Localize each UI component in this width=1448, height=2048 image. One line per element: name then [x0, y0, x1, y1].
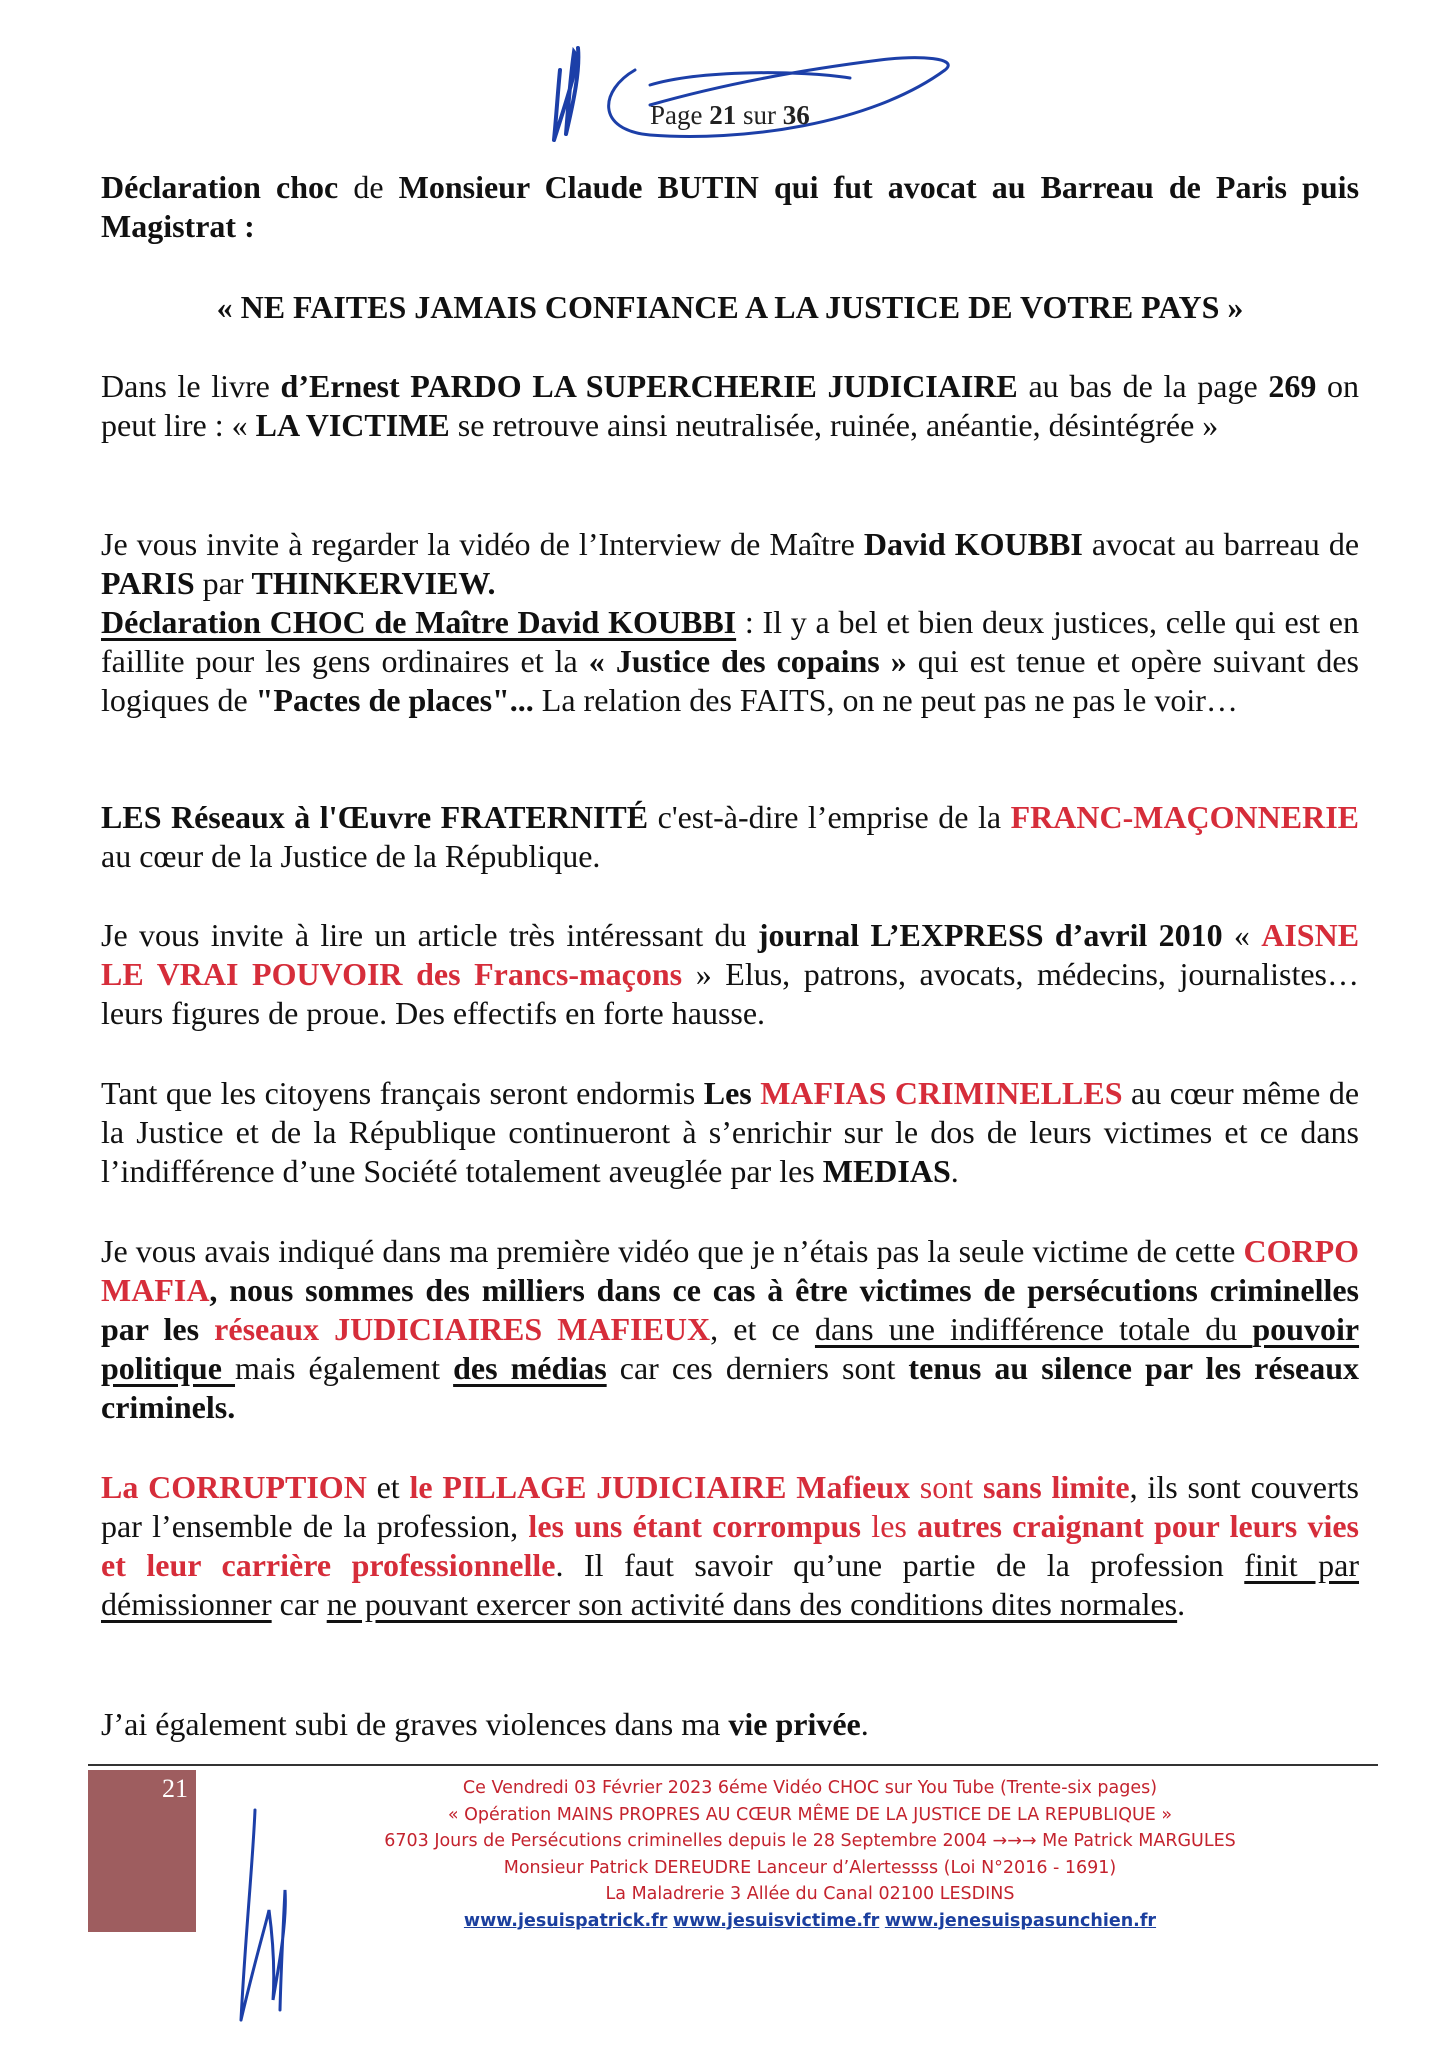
- link-jesuisvictime[interactable]: www.jesuisvictime.fr: [672, 1910, 880, 1931]
- headline: Déclaration choc de Monsieur Claude BUTIN qui fut avocat au Barreau de Paris puis Magistrat :: [101, 169, 1360, 244]
- paragraph-mafias: Tant que les citoyens français seront endormis Les MAFIAS CRIMINELLES au cœur même de la Justice et de la République continueront à s’enrichir sur le dos de leurs victimes et ce dans l’indifférence d’une Société totalement aveuglée par les MEDIAS.: [101, 1075, 1360, 1189]
- footer-line-author: Monsieur Patrick DEREUDRE Lanceur d’Alertessss (Loi N°2016 - 1691): [503, 1857, 1117, 1878]
- paragraph-express: Je vous invite à lire un article très intéressant du journal L’EXPRESS d’avril 2010 « AISNE LE VRAI POUVOIR des Francs-maçons » Elus, patrons, avocats, médecins, journalistes… leurs figures de proue. Des effectifs en forte hausse.: [101, 917, 1360, 1031]
- paragraph-fraternite: LES Réseaux à l'Œuvre FRATERNITÉ c'est-à-dire l’emprise de la FRANC-MAÇONNERIE au cœur de la Justice de la République.: [101, 799, 1360, 874]
- paragraph-corruption: La CORRUPTION et le PILLAGE JUDICIAIRE Mafieux sont sans limite, ils sont couverts par l’ensemble de la profession, les uns étant corrompus les autres craignant pour leurs vies et leur carrière professionnelle. Il faut savoir qu’une partie de la profession finit par démissionner car ne pouvant exercer son activité dans des conditions dites normales.: [101, 1469, 1360, 1622]
- link-jenesuispasunchien[interactable]: www.jenesuispasunchien.fr: [884, 1910, 1157, 1931]
- link-jesuispatrick[interactable]: www.jesuispatrick.fr: [463, 1910, 668, 1931]
- quote-title: « NE FAITES JAMAIS CONFIANCE A LA JUSTICE DE VOTRE PAYS »: [216, 289, 1244, 325]
- footer-line-date: Ce Vendredi 03 Février 2023 6éme Vidéo CHOC sur You Tube (Trente-six pages): [462, 1778, 1158, 1798]
- paragraph-koubbi: Je vous invite à regarder la vidéo de l’Interview de Maître David KOUBBI avocat au barreau de PARIS par THINKERVIEW. Déclaration CHOC de Maître David KOUBBI : Il y a bel et bien deux justices, celle qui est en faillite pour les gens ordinaires et la « Justice des copains » qui est tenue et opère suivant des logiques de "Pactes de places"... La relation des FAITS, on ne peut pas ne pas le voir…: [101, 526, 1360, 718]
- page-number-label: Page 21 sur 36: [650, 100, 810, 130]
- footer-divider: [88, 1764, 1378, 1766]
- footer-text-block: [290, 1775, 1330, 1934]
- footer-page-box: [88, 1770, 196, 1932]
- footer-line-persecutions: 6703 Jours de Persécutions criminelles depuis le 28 Septembre 2004 →→→ Me Patrick MARGULES: [384, 1831, 1236, 1851]
- footer-line-address: La Maladrerie 3 Allée du Canal 02100 LESDINS: [605, 1884, 1015, 1904]
- paragraph-vie-privee: J’ai également subi de graves violences dans ma vie privée.: [101, 1706, 869, 1742]
- footer-page-number: 21: [162, 1774, 188, 1803]
- footer-line-operation: « Opération MAINS PROPRES AU CŒUR MÊME DE LA JUSTICE DE LA REPUBLIQUE »: [447, 1804, 1173, 1825]
- handwritten-signature-top: [540, 30, 970, 150]
- paragraph-pardo: Dans le livre d’Ernest PARDO LA SUPERCHERIE JUDICIAIRE au bas de la page 269 on peut lire : « LA VICTIME se retrouve ainsi neutralisée, ruinée, anéantie, désintégrée »: [101, 368, 1360, 443]
- footer-links: [290, 1908, 1330, 1935]
- paragraph-corpo-mafia: Je vous avais indiqué dans ma première vidéo que je n’étais pas la seule victime de cette CORPO MAFIA, nous sommes des milliers dans ce cas à être victimes de persécutions criminelles par les réseaux JUDICIAIRES MAFIEUX, et ce dans une indifférence totale du pouvoir politique mais également des médias car ces derniers sont tenus au silence par les réseaux criminels.: [101, 1233, 1360, 1425]
